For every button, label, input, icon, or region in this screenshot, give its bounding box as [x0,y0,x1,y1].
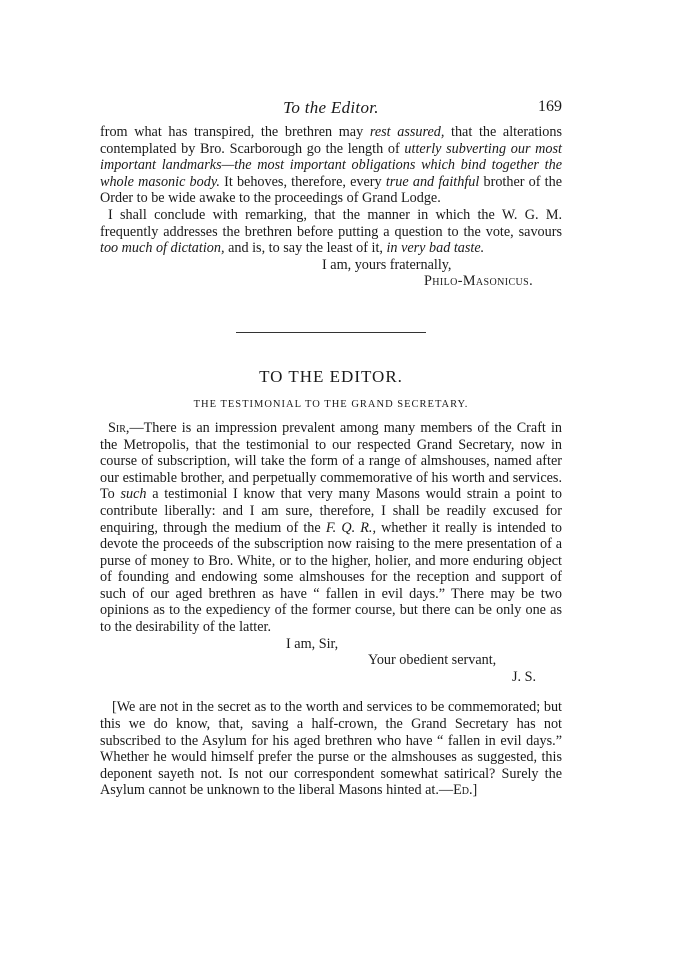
section-divider [236,332,426,333]
text-run: .] [468,782,478,799]
letter1-signature: Philo-Masonicus. [424,273,534,290]
running-title: To the Editor. [283,98,379,117]
text-run: [We are not in the secret as to the worth and services to be commemorated; but this we do know, that, saving a half-crown, the Grand Secretary has not subscribed to the Asylum for his aged brethren who have “ fallen in evil days.” Whether he would himself prefer the purse or the almshouses as suggested, this deponent sayeth not. Is not our correspondent somewhat satirical? Surely the Asylum cannot be unknown to the liberal Masons hinted at.— [100,699,562,799]
italic-run: utterly subverting our most important landmarks—the most important obligations which bind together the whole masonic body. [100,140,562,190]
text-run: I shall conclude with remarking, that the manner in which the W. G. M. frequently addresses the brethren before putting a question to the vote, savours [100,206,562,240]
running-head [100,98,562,124]
text-run: a testimonial I know that very many Masons would strain a point to contribute liberally: and I am sure, therefore, I shall be readily excused for enquiring, through the medium of the [100,486,562,536]
italic-run: in very bad taste. [386,240,485,257]
text-run: It behoves, therefore, every [219,173,386,190]
text-run: whether it really is intended to devote the proceeds of the subscription now raising to the mere presentation of a purse of money to Bro. White, or to the higher, holier, and more enduring object of founding and endowing some almshouses for the reception and support of such of our aged brethren as have “ fallen in evil days.” There may be two opinions as to the expediency of the former course, but there can be only one as to the desirability of the latter. [100,519,563,636]
letter1-signoff: I am, yours fraternally, [322,256,452,273]
letter1-paragraph-1 [100,124,562,207]
italic-run: rest assured, [369,124,445,140]
editor-note [100,699,562,799]
page-number: 169 [538,98,562,115]
italic-run: too much of dictation, [100,240,225,257]
text-run: from what has transpired, the brethren may [100,124,370,140]
smallcaps-run: Ed [453,782,469,799]
letter2-signature: J. S. [512,668,537,685]
section-subhead: THE TESTIMONIAL TO THE GRAND SECRETARY. [193,398,469,410]
letter2-signoff-2: Your obedient servant, [368,652,497,669]
italic-run: F. Q. R., [325,519,377,536]
text-run: ,—There is an impression prevalent among many members of the Craft in the Metropolis, that the testimonial to our respected Grand Secretary, now in course of subscription, will take the form of a range of almshouses, named after our estimable brother, and perpetually commemorative of his worth and services. To [100,419,562,503]
spacer [100,685,562,699]
italic-run: true and faithful [385,173,480,190]
smallcaps-run: Sir [108,419,126,436]
text-run: that the alterations contemplated by Bro. Scarborough go the length of [100,124,562,157]
letter1-paragraph-2 [100,207,562,257]
letter2-signoff-1: I am, Sir, [286,635,339,652]
section-title: TO THE EDITOR. [259,366,403,386]
letter2-paragraph-1 [100,420,562,636]
italic-run: such [120,486,147,503]
page [100,98,562,799]
text-run: and is, to say the least of it, [224,240,387,257]
text-run: brother of the Order to be wide awake to the proceedings of Grand Lodge. [100,173,563,207]
